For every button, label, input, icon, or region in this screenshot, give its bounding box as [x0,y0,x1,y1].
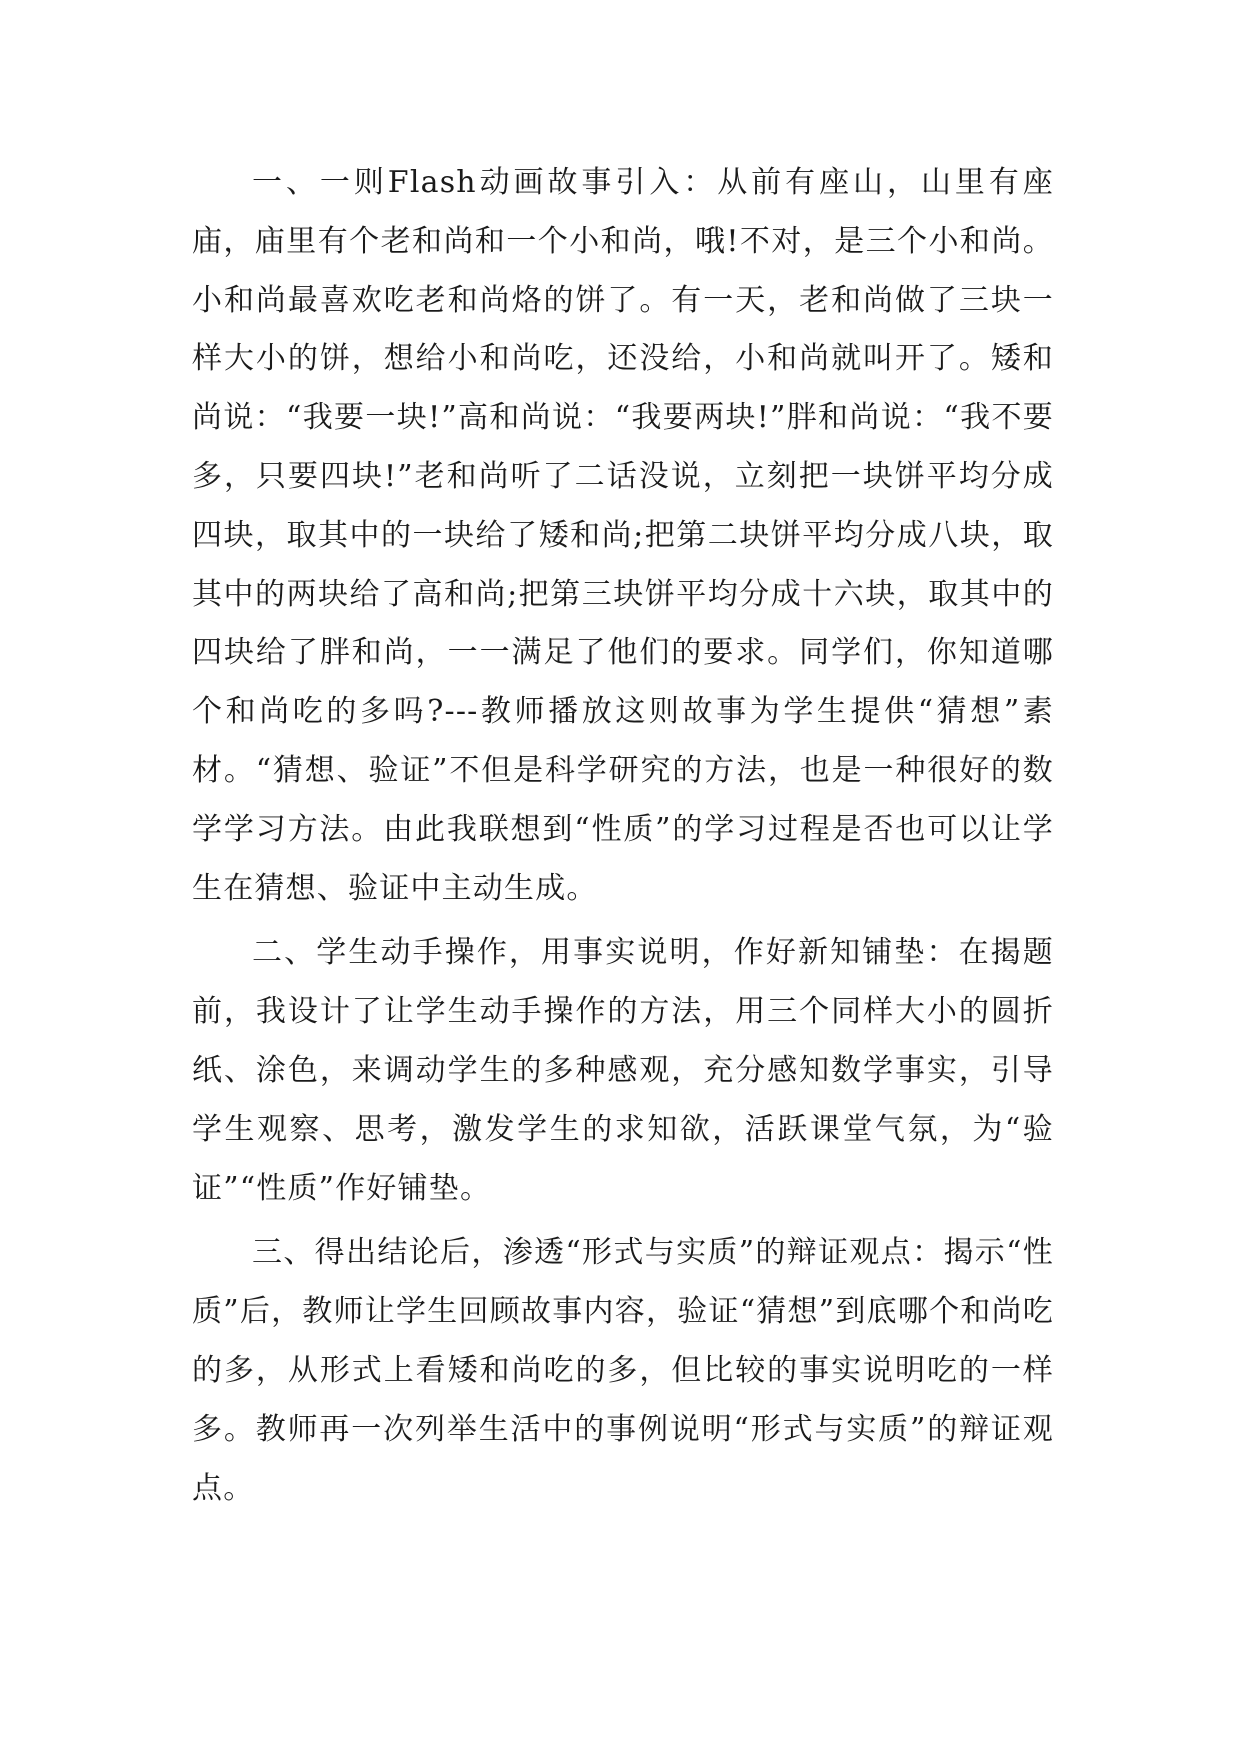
paragraph-1: 一、一则Flash动画故事引入：从前有座山，山里有座庙，庙里有个老和尚和一个小和尚，哦!不对，是三个小和尚。小和尚最喜欢吃老和尚烙的饼了。有一天，老和尚做了三块一样大小的饼，想给小和尚吃，还没给，小和尚就叫开了。矮和尚说：“我要一块!”高和尚说：“我要两块!”胖和尚说：“我不要多，只要四块!”老和尚听了二话没说，立刻把一块饼平均分成四块，取其中的一块给了矮和尚;把第二块饼平均分成八块，取其中的两块给了高和尚;把第三块饼平均分成十六块，取其中的四块给了胖和尚，一一满足了他们的要求。同学们，你知道哪个和尚吃的多吗?---教师播放这则故事为学生提供“猜想”素材。“猜想、验证”不但是科学研究的方法，也是一种很好的数学学习方法。由此我联想到“性质”的学习过程是否也可以让学生在猜想、验证中主动生成。 [192,165,1054,906]
document-body [192,154,1054,1524]
paragraph-3: 三、得出结论后，渗透“形式与实质”的辩证观点：揭示“性质”后，教师让学生回顾故事内容，验证“猜想”到底哪个和尚吃的多，从形式上看矮和尚吃的多，但比较的事实说明吃的一样多。教师再一次列举生活中的事例说明“形式与实质”的辩证观点。 [192,1235,1054,1506]
paragraph-2: 二、学生动手操作，用事实说明，作好新知铺垫：在揭题前，我设计了让学生动手操作的方法，用三个同样大小的圆折纸、涂色，来调动学生的多种感观，充分感知数学事实，引导学生观察、思考，激发学生的求知欲，活跃课堂气氛，为“验证”“性质”作好铺垫。 [192,935,1054,1206]
